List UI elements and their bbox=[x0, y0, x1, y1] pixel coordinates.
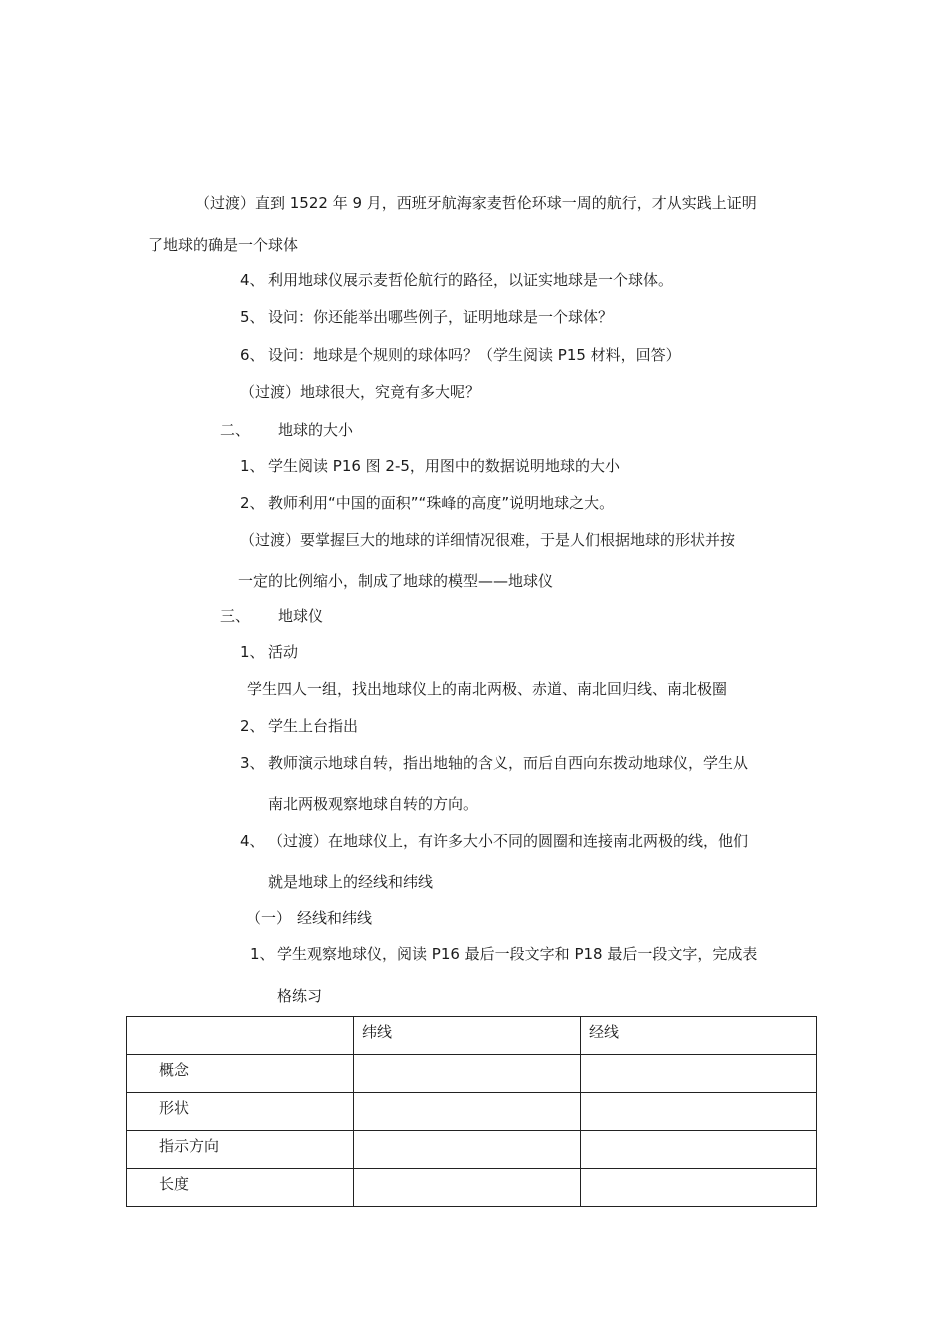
worksheet-table bbox=[126, 1016, 817, 1207]
list-item-number: 5、 bbox=[240, 308, 265, 326]
table-row bbox=[127, 1055, 817, 1093]
table-row-label: 形状 bbox=[127, 1093, 354, 1131]
list-item-number: 2、 bbox=[240, 717, 265, 735]
list-item-text-line2: 就是地球上的经线和纬线 bbox=[268, 873, 434, 891]
list-item-text-line1: 教师演示地球自转，指出地轴的含义，而后自西向东拨动地球仪，学生从 bbox=[268, 754, 749, 772]
table-cell[interactable] bbox=[354, 1169, 581, 1207]
table-cell[interactable] bbox=[581, 1093, 817, 1131]
list-item-text: 设问：地球是个规则的球体吗？（学生阅读 P15 材料，回答） bbox=[268, 346, 681, 364]
list-item-text-line1: （过渡）在地球仪上，有许多大小不同的圆圈和连接南北两极的线，他们 bbox=[268, 832, 749, 850]
table-row bbox=[127, 1131, 817, 1169]
table-cell[interactable] bbox=[581, 1169, 817, 1207]
list-item-number: 4、 bbox=[240, 271, 265, 289]
paragraph-transition-1-line1: （过渡）直到 1522 年 9 月，西班牙航海家麦哲伦环球一周的航行，才从实践上证明 bbox=[195, 194, 757, 212]
paragraph-transition-1-line2: 了地球的确是一个球体 bbox=[148, 236, 299, 254]
table-header-cell bbox=[127, 1017, 354, 1055]
list-item-number: 1、 bbox=[240, 457, 265, 475]
table-row bbox=[127, 1093, 817, 1131]
list-item-text: 设问：你还能举出哪些例子，证明地球是一个球体？ bbox=[268, 308, 614, 326]
table-cell[interactable] bbox=[354, 1093, 581, 1131]
table-header-cell: 纬线 bbox=[354, 1017, 581, 1055]
table-row bbox=[127, 1169, 817, 1207]
paragraph-transition-2: （过渡）地球很大，究竟有多大呢？ bbox=[240, 383, 481, 401]
table-row-label: 概念 bbox=[127, 1055, 354, 1093]
subsection-heading: 经线和纬线 bbox=[297, 909, 373, 927]
table-cell[interactable] bbox=[581, 1055, 817, 1093]
table-cell[interactable] bbox=[581, 1131, 817, 1169]
list-item-number: 1、 bbox=[250, 945, 275, 963]
list-item-number: 6、 bbox=[240, 346, 265, 364]
table-row-label: 指示方向 bbox=[127, 1131, 354, 1169]
list-item-text-line2: 南北两极观察地球自转的方向。 bbox=[268, 795, 479, 813]
paragraph-transition-3-line1: （过渡）要掌握巨大的地球的详细情况很难，于是人们根据地球的形状并按 bbox=[240, 531, 736, 549]
list-item-number: 1、 bbox=[240, 643, 265, 661]
paragraph-transition-3-line2: 一定的比例缩小，制成了地球的模型——地球仪 bbox=[238, 572, 554, 590]
table-header-row bbox=[127, 1017, 817, 1055]
table-cell[interactable] bbox=[354, 1131, 581, 1169]
list-item-text-line1: 学生观察地球仪，阅读 P16 最后一段文字和 P18 最后一段文字，完成表 bbox=[277, 945, 758, 963]
list-item-text: 学生上台指出 bbox=[268, 717, 359, 735]
subsection-number: （一） bbox=[246, 909, 292, 927]
section-number: 三、 bbox=[220, 607, 251, 625]
section-heading: 地球仪 bbox=[278, 607, 324, 625]
list-item-number: 3、 bbox=[240, 754, 265, 772]
section-number: 二、 bbox=[220, 421, 251, 439]
list-item-text: 利用地球仪展示麦哲伦航行的路径，以证实地球是一个球体。 bbox=[268, 271, 674, 289]
list-item-number: 4、 bbox=[240, 832, 265, 850]
table-cell[interactable] bbox=[354, 1055, 581, 1093]
list-item-text: 学生阅读 P16 图 2-5，用图中的数据说明地球的大小 bbox=[268, 457, 620, 475]
list-item-number: 2、 bbox=[240, 494, 265, 512]
list-item-text-line2: 格练习 bbox=[277, 987, 323, 1005]
table-header-cell: 经线 bbox=[581, 1017, 817, 1055]
activity-text: 学生四人一组，找出地球仪上的南北两极、赤道、南北回归线、南北极圈 bbox=[247, 680, 728, 698]
list-item-text: 活动 bbox=[268, 643, 299, 661]
table-row-label: 长度 bbox=[127, 1169, 354, 1207]
list-item-text: 教师利用“中国的面积”“珠峰的高度”说明地球之大。 bbox=[268, 494, 615, 512]
section-heading: 地球的大小 bbox=[278, 421, 354, 439]
